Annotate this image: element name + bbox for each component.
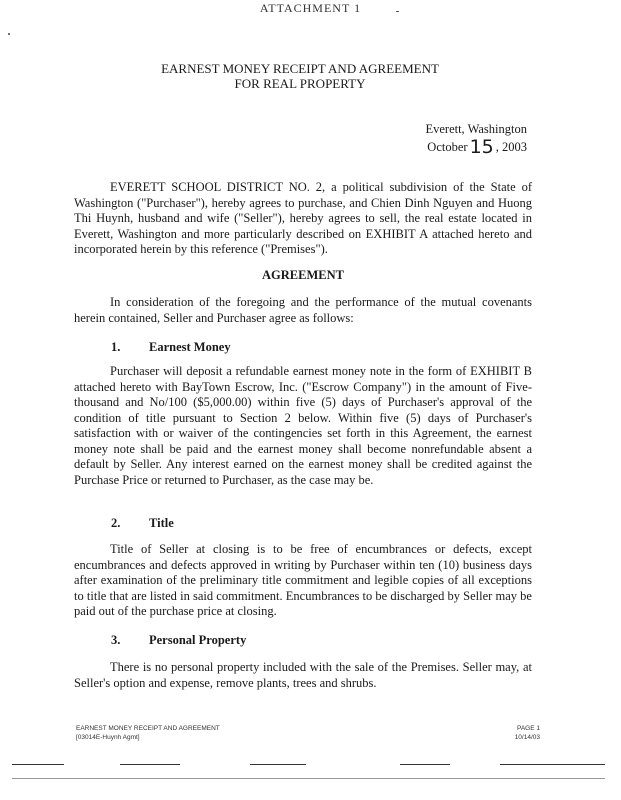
attachment-label: ATTACHMENT 1 [259,1,362,15]
footer-page-number: PAGE 1 [516,725,540,732]
footer-date: 10/14/03 [514,734,540,741]
agreement-heading: AGREEMENT [262,268,344,282]
footer-left [76,724,220,742]
consideration-paragraph [74,295,532,326]
scan-speck [8,33,10,35]
document-subtitle: FOR REAL PROPERTY [234,76,366,91]
footer-file-reference: [03014E-Huynh Agmt] [76,734,140,741]
date-line [427,136,527,158]
section-2-heading [111,516,174,531]
place-line: Everett, Washington [425,122,527,136]
document-title: EARNEST MONEY RECEIPT AND AGREEMENT [161,61,439,76]
section-title: Earnest Money [149,340,231,354]
scan-edge-rule [12,778,605,779]
section-1-body [74,364,532,488]
scan-edge-rule [400,764,450,765]
scan-edge-rule [250,764,306,765]
section-2-body [74,542,532,620]
section-body-text: Purchaser will deposit a refundable earnest money note in the form of EXHIBIT B attached hereto with BayTown Escrow, Inc. ("Escrow Company") in the amount of Five-thousand and No/100 ($5,000.00) within five (5) days of Purchaser's approval of the condition of title pursuant to Section 2 below. Within five (5) days of Purchaser's satisfaction with or waiver of the contingencies set forth in this Agreement, the earnest money note shall be paid and the earnest money shall become nonrefundable absent a default by Seller. Any interest earned on the earnest money shall be credited against the Purchase Price or returned to Purchaser, as the case may be. [74,364,532,487]
footer-document-name: EARNEST MONEY RECEIPT AND AGREEMENT [76,725,220,732]
section-number: 2. [111,516,121,530]
date-year: , 2003 [495,140,527,154]
footer-right [508,724,540,742]
section-title: Title [149,516,174,530]
scan-edge-rule [12,764,64,765]
handwritten-day: 15 [469,136,494,158]
section-number: 1. [111,340,121,354]
section-body-text: Title of Seller at closing is to be free of encumbrances or defects, except encumbrances and defects approved in writing by Purchaser within ten (10) business days after examination of the preliminary title commitment and legible copies of all exceptions to title that are listed in said commitment. Encumbrances to be discharged by Seller may be paid out of the purchase price at closing. [74,542,532,618]
scan-speck [396,11,399,12]
scan-edge-rule [120,764,180,765]
section-3-heading [111,633,246,648]
section-number: 3. [111,633,121,647]
scan-edge-rule [500,764,605,765]
consideration-text: In consideration of the foregoing and the performance of the mutual covenants herein contained, Seller and Purchaser agree as follows: [74,295,532,325]
section-1-heading [111,340,231,355]
date-month: October [427,140,468,154]
section-3-body [74,660,532,691]
section-body-text: There is no personal property included with the sale of the Premises. Seller may, at Seller's option and expense, remove plants, trees and shrubs. [74,660,532,690]
intro-text: EVERETT SCHOOL DISTRICT NO. 2, a political subdivision of the State of Washington ("Purchaser"), hereby agrees to purchase, and Chien Dinh Nguyen and Huong Thi Huynh, husband and wife ("Seller"), hereby agrees to sell, the real estate located in Everett, Washington and more particularly described on EXHIBIT A attached hereto and incorporated herein by this reference ("Premises"). [74,180,532,256]
section-title: Personal Property [149,633,247,647]
intro-paragraph [74,180,532,258]
